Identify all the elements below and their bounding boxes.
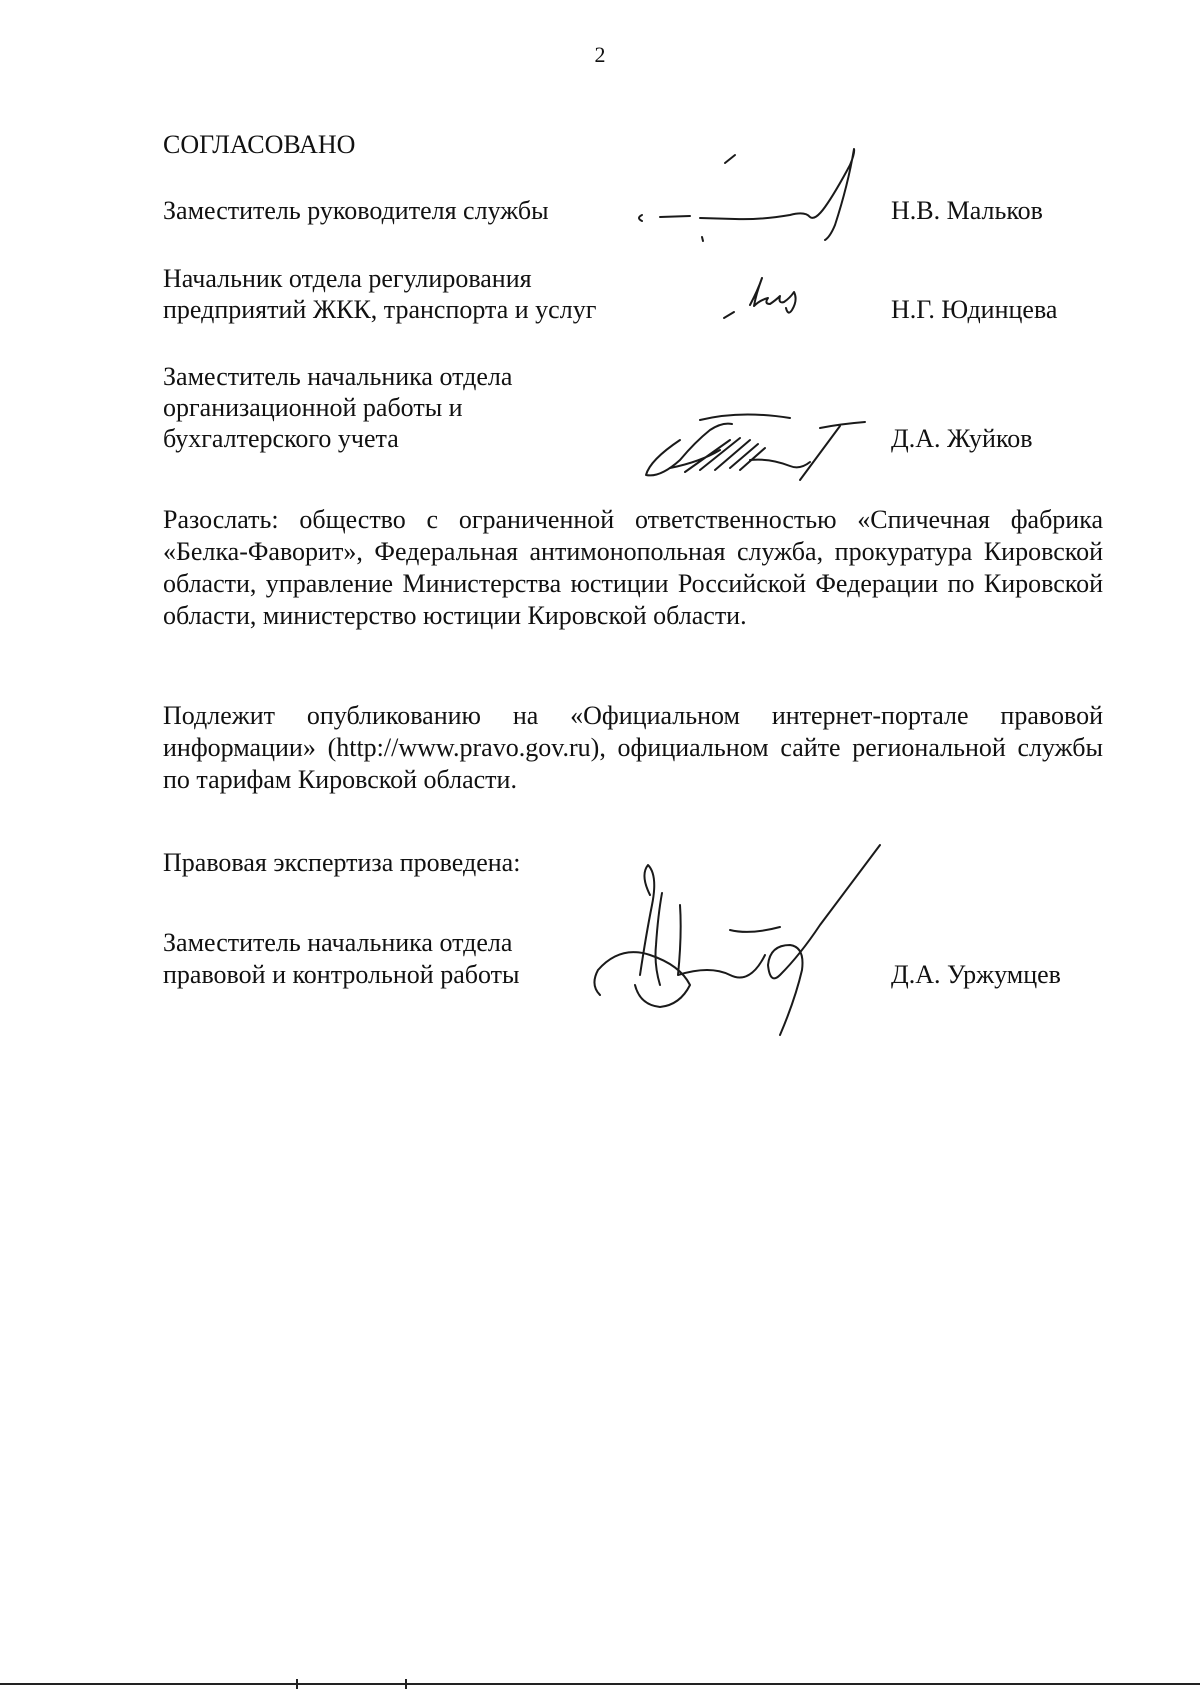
publication-paragraph: Подлежит опубликованию на «Официальном интернет-портале правовой информации» (http://www.pravo.gov.ru), официальном сайте региональной службы по тарифам Кировской области. [163,701,1103,794]
legal-reviewer-position-line-1: Заместитель начальника отдела [163,928,513,957]
approval-heading: СОГЛАСОВАНО [163,130,356,159]
approver-3-position-line-2: организационной работы и [163,393,463,422]
distribution-paragraph: Разослать: общество с ограниченной ответственностью «Спичечная фабрика «Белка-Фаворит», Федеральная антимонопольная служба, прокуратура Кировской области, управление Министерства юстиции Российской Федерации по Кировской области, министерство юстиции Кировской области. [163,505,1103,630]
signature-1 [630,145,890,255]
approver-1-name: Н.В. Мальков [891,196,1043,225]
footer-tick [405,1679,407,1689]
approver-2-position-line-2: предприятий ЖКК, транспорта и услуг [163,295,597,324]
approver-2-position-line-1: Начальник отдела регулирования [163,264,532,293]
signature-2 [720,270,830,330]
page-number: 2 [594,42,606,67]
signature-4 [580,835,900,1040]
footer-rule [0,1683,1200,1685]
legal-reviewer-position-line-2: правовой и контрольной работы [163,960,520,989]
approver-3-position-line-3: бухгалтерского учета [163,424,399,453]
footer-tick [296,1679,298,1689]
approver-1-position: Заместитель руководителя службы [163,196,549,225]
legal-reviewer-name: Д.А. Уржумцев [891,960,1061,989]
approver-3-name: Д.А. Жуйков [891,424,1033,453]
legal-review-label: Правовая экспертиза проведена: [163,848,521,877]
approver-2-name: Н.Г. Юдинцева [891,295,1058,324]
signature-3 [640,400,880,490]
approver-3-position-line-1: Заместитель начальника отдела [163,362,513,391]
